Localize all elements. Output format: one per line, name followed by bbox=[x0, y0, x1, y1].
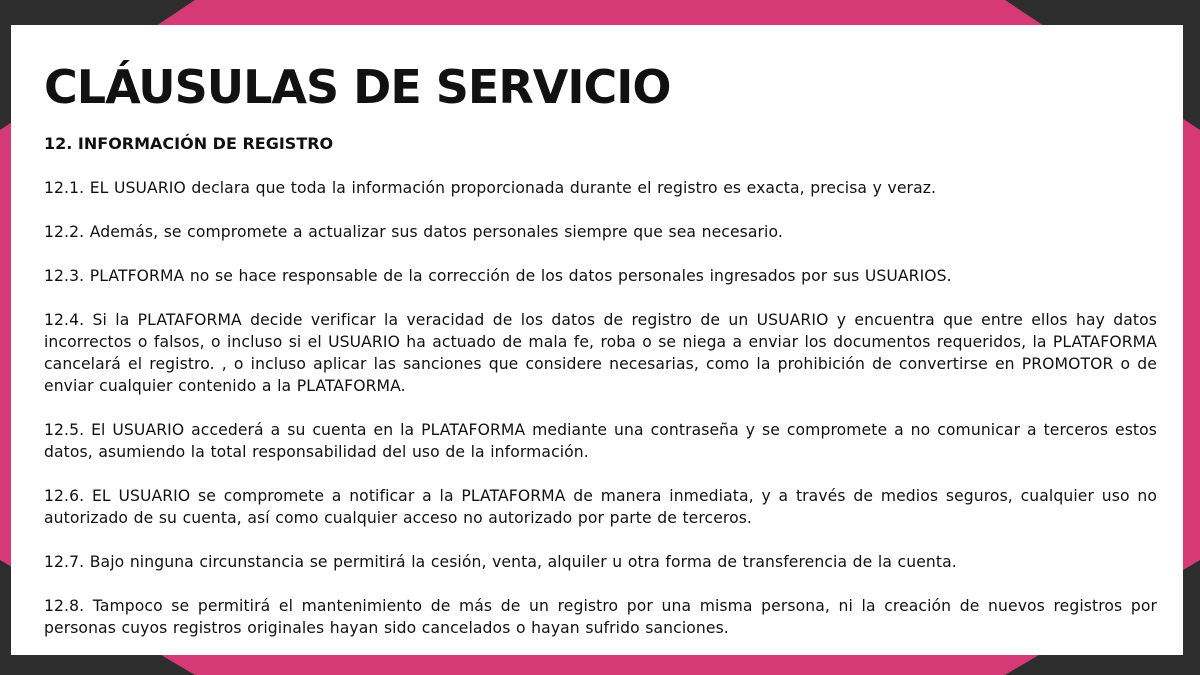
clause-paragraph: 12.5. El USUARIO accederá a su cuenta en la PLATAFORMA mediante una contraseña y se compromete a no comunicar a terceros estos datos, asumiendo la total responsabilidad del uso de la información. bbox=[44, 421, 1157, 461]
clause-paragraph: 12.2. Además, se compromete a actualizar sus datos personales siempre que sea necesario. bbox=[44, 223, 783, 241]
clause-paragraph: 12.6. EL USUARIO se compromete a notificar a la PLATAFORMA de manera inmediata, y a través de medios seguros, cualquier uso no autorizado de su cuenta, así como cualquier acceso no autorizado por parte de terceros. bbox=[44, 487, 1157, 527]
clause-paragraph: 12.7. Bajo ninguna circunstancia se permitirá la cesión, venta, alquiler u otra forma de transferencia de la cuenta. bbox=[44, 553, 957, 571]
clause-paragraph: 12.3. PLATFORMA no se hace responsable de la corrección de los datos personales ingresados por sus USUARIOS. bbox=[44, 267, 952, 285]
section-heading: 12. INFORMACIÓN DE REGISTRO bbox=[44, 134, 334, 153]
content-card bbox=[11, 25, 1183, 655]
page-title: CLÁUSULAS DE SERVICIO bbox=[44, 60, 671, 114]
clause-paragraph: 12.1. EL USUARIO declara que toda la información proporcionada durante el registro es exacta, precisa y veraz. bbox=[44, 179, 937, 197]
clause-paragraph: 12.8. Tampoco se permitirá el mantenimiento de más de un registro por una misma persona, ni la creación de nuevos registros por personas cuyos registros originales hayan sido cancelados o hayan sufrido sanciones. bbox=[44, 597, 1157, 637]
clause-paragraph: 12.4. Si la PLATAFORMA decide verificar la veracidad de los datos de registro de un USUARIO y encuentra que entre ellos hay datos incorrectos o falsos, o incluso si el USUARIO ha actuado de mala fe, roba o se niega a enviar los documentos requeridos, la PLATAFORMA cancelará el registro. , o incluso aplicar las sanciones que considere necesarias, como la prohibición de convertirse en PROMOTOR o de enviar cualquier contenido a la PLATAFORMA. bbox=[44, 311, 1157, 395]
